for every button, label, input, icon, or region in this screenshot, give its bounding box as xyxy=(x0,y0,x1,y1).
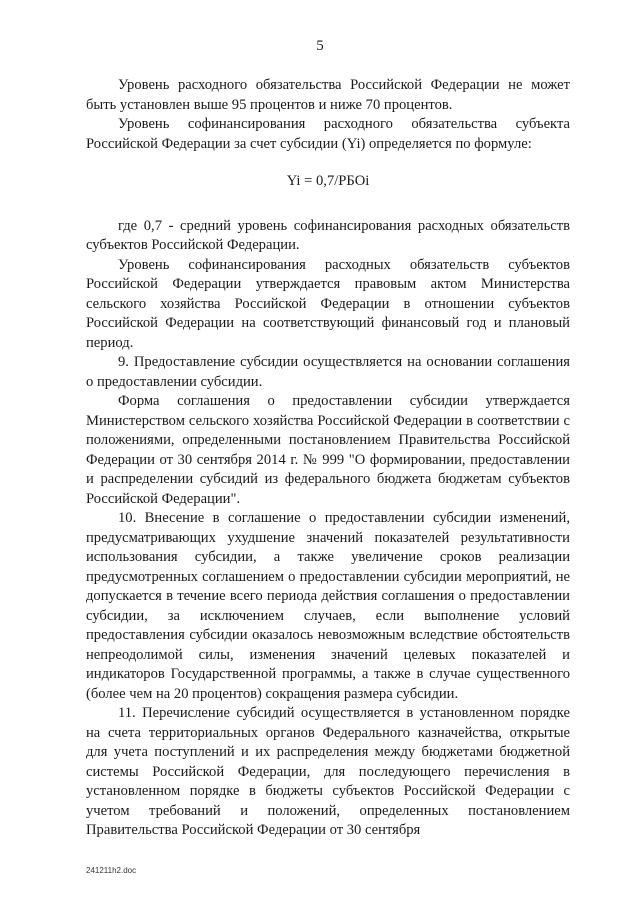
footer-filename: 241211h2.doc xyxy=(86,866,137,875)
document-body xyxy=(86,76,570,841)
paragraph-level-limits: Уровень расходного обязательства Российской Федерации не может быть установлен выше 95 процентов и ниже 70 процентов. xyxy=(86,77,570,113)
paragraph-agreement-form: Форма соглашения о предоставлении субсидии утверждается Министерством сельского хозяйства Российской Федерации в соответствии с положениями, определенными постановлением Правительства Российской Федерации от 30 сентября 2014 г. № 999 "О формировании, предоставлении и распределении субсидий из федерального бюджета бюджетам субъектов Российской Федерации". xyxy=(86,393,570,507)
paragraph-cofinancing-approval: Уровень софинансирования расходных обязательств субъектов Российской Федерации утверждается правовым актом Министерства сельского хозяйства Российской Федерации в отношении субъектов Российской Федерации на соответствующий финансовый год и плановый период. xyxy=(86,256,570,351)
paragraph-formula-explanation: где 0,7 - средний уровень софинансирования расходных обязательств субъектов Российской Федерации. xyxy=(86,217,570,253)
formula: Yi = 0,7/РБОi xyxy=(286,173,370,189)
paragraph-cofinancing-formula-intro: Уровень софинансирования расходного обязательства субъекта Российской Федерации за счет субсидии (Yi) определяется по формуле: xyxy=(86,116,570,152)
page-number: 5 xyxy=(316,38,324,54)
paragraph-clause-9: 9. Предоставление субсидии осуществляется на основании соглашения о предоставлении субсидии. xyxy=(86,354,570,390)
paragraph-clause-11: 11. Перечисление субсидий осуществляется в установленном порядке на счета территориальных органов Федерального казначейства, открытые для учета поступлений и их распределения между бюджетами бюджетной системы Российской Федерации, для последующего перечисления в установленном порядке в бюджеты субъектов Российской Федерации с учетом требований и положений, определенных постановлением Правительства Российской Федерации от 30 сентября xyxy=(86,705,570,838)
paragraph-clause-10: 10. Внесение в соглашение о предоставлении субсидии изменений, предусматривающих ухудшение значений показателей результативности использования субсидии, а также увеличение сроков реализации предусмотренных соглашением о предоставлении субсидии мероприятий, не допускается в течение всего периода действия соглашения о предоставлении субсидии, за исключением случаев, если выполнение условий предоставления субсидии оказалось невозможным вследствие обстоятельств непреодолимой силы, изменения значений целевых показателей и индикаторов Государственной программы, а также в случае существенного (более чем на 20 процентов) сокращения размера субсидии. xyxy=(86,510,570,702)
